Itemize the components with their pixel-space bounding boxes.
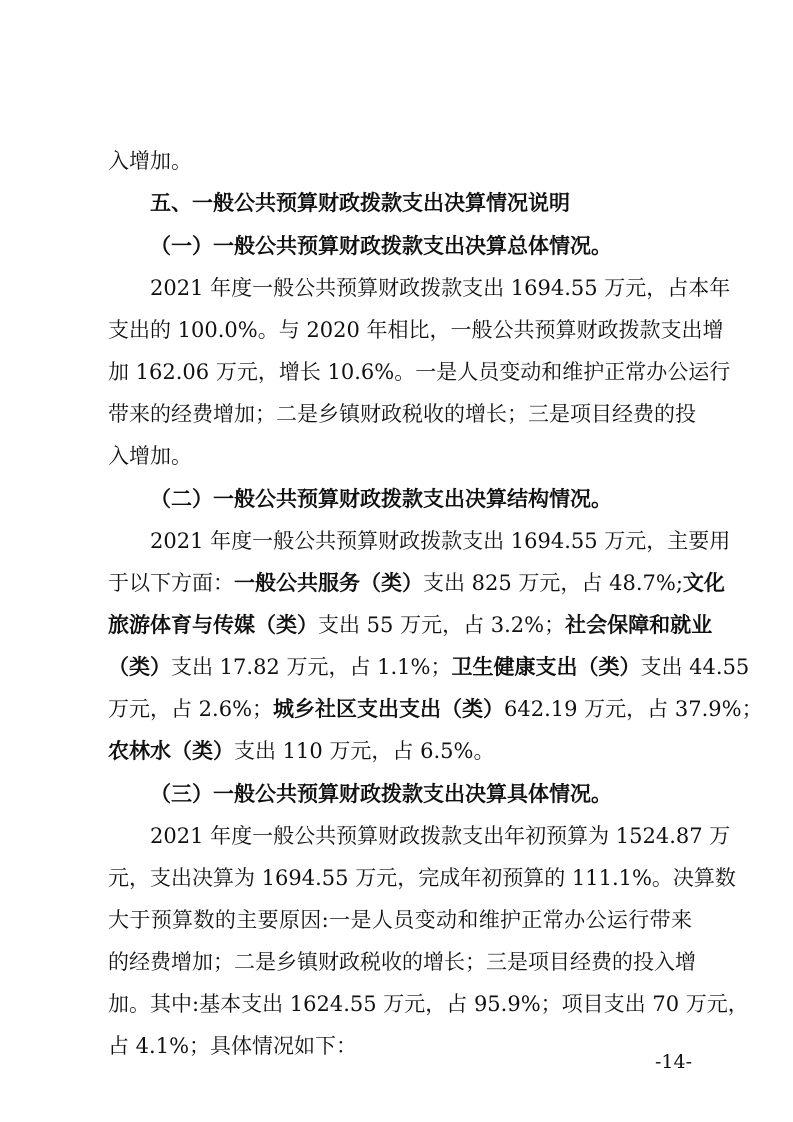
paragraph-line: 带来的经费增加；二是乡镇财政税收的增长；三是项目经费的投	[108, 402, 696, 426]
subsection-heading-2: （二）一般公共预算财政拨款支出决算结构情况。	[150, 487, 612, 511]
subsection-heading-3: （三）一般公共预算财政拨款支出决算具体情况。	[150, 782, 612, 806]
text-segment: 支出 55 万元，占 3.2%；	[318, 613, 566, 637]
page-number: -14-	[654, 1051, 692, 1073]
paragraph-line: 的经费增加；二是乡镇财政税收的增长；三是项目经费的投入增	[108, 950, 696, 974]
structure-line-1	[108, 568, 725, 598]
category-urban-rural-community: 城乡社区支出支出（类）	[273, 697, 505, 721]
category-social-security-end: （类）	[108, 655, 171, 679]
category-general-public-services: 一般公共服务（类）	[234, 571, 423, 595]
structure-line-4	[108, 694, 763, 724]
category-culture-start: 文化	[682, 571, 725, 595]
structure-line-2	[108, 610, 713, 640]
category-health: 卫生健康支出（类）	[451, 655, 641, 679]
text-segment: 万元，占 2.6%；	[108, 697, 274, 721]
text-segment: 支出 44.55	[640, 655, 750, 679]
paragraph-line: 2021 年度一般公共预算财政拨款支出 1694.55 万元，占本年	[150, 276, 731, 300]
paragraph-line: 支出的 100.0%。与 2020 年相比，一般公共预算财政拨款支出增	[108, 318, 724, 342]
paragraph-line: 大于预算数的主要原因:一是人员变动和维护正常办公运行带来	[108, 908, 692, 932]
paragraph-line: 2021 年度一般公共预算财政拨款支出 1694.55 万元，主要用	[150, 529, 731, 553]
text-segment: 支出 825 万元，占 48.7%;	[423, 571, 683, 595]
category-culture-tourism-sports-media: 旅游体育与传媒（类）	[108, 613, 318, 637]
paragraph-line: 入增加。	[108, 149, 192, 173]
text-segment: 支出 17.82 万元，占 1.1%；	[171, 655, 452, 679]
category-agriculture-forestry-water: 农林水（类）	[108, 739, 234, 763]
paragraph-line: 加。其中:基本支出 1624.55 万元，占 95.9%；项目支出 70 万元，	[108, 992, 749, 1016]
text-segment: 642.19 万元，占 37.9%；	[504, 697, 763, 721]
subsection-heading-1: （一）一般公共预算财政拨款支出决算总体情况。	[150, 234, 612, 258]
paragraph-line: 占 4.1%；具体情况如下：	[108, 1034, 358, 1058]
text-segment: 支出 110 万元，占 6.5%。	[234, 739, 495, 763]
structure-line-3	[108, 652, 750, 682]
category-social-security-start: 社会保障和就业	[565, 613, 713, 637]
paragraph-line: 2021 年度一般公共预算财政拨款支出年初预算为 1524.87 万	[150, 824, 731, 848]
section-heading: 五、一般公共预算财政拨款支出决算情况说明	[150, 191, 570, 215]
paragraph-line: 入增加。	[108, 444, 192, 468]
structure-line-5	[108, 736, 692, 766]
paragraph-line: 加 162.06 万元，增长 10.6%。一是人员变动和维护正常办公运行	[108, 360, 731, 384]
text-segment: 于以下方面：	[108, 571, 234, 595]
paragraph-line: 元，支出决算为 1694.55 万元，完成年初预算的 111.1%。决算数	[108, 866, 736, 890]
